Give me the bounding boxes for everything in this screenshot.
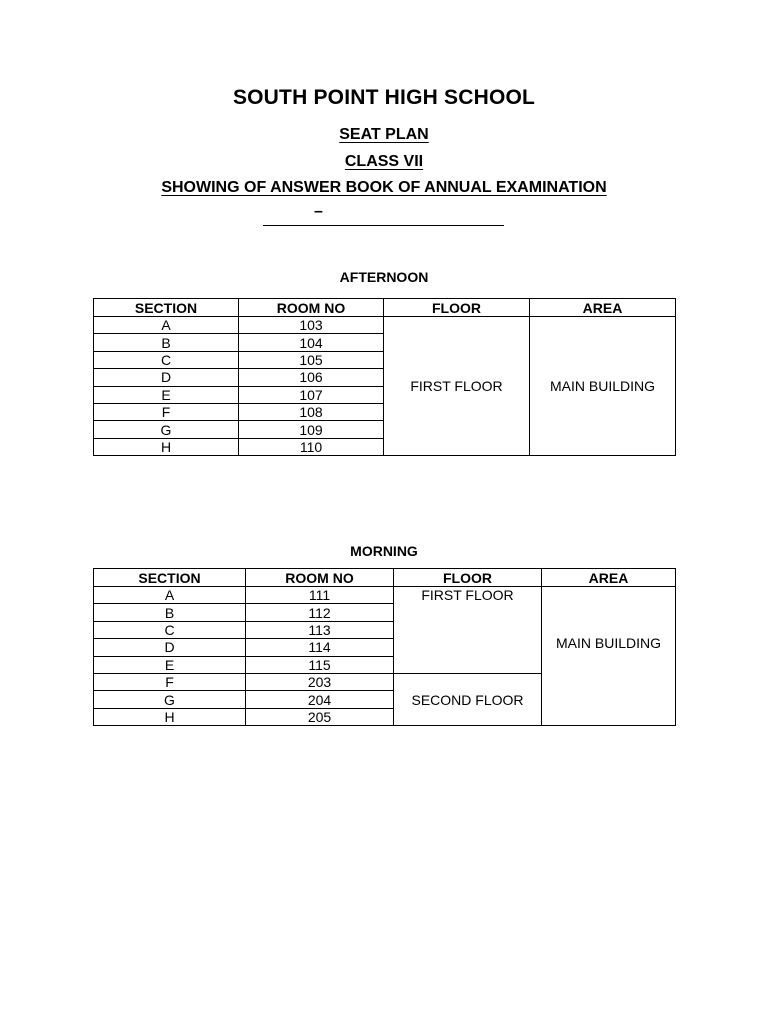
room-cell: 103 (239, 317, 384, 334)
afternoon-table (93, 298, 676, 456)
seat-plan-text: SEAT PLAN (339, 126, 429, 143)
room-cell: 104 (239, 334, 384, 351)
room-cell: 110 (239, 438, 384, 455)
section-cell: H (94, 438, 239, 455)
section-header: SECTION (94, 569, 246, 587)
floor-cell-second: SECOND FLOOR (394, 673, 542, 725)
afternoon-label: AFTERNOON (339, 269, 429, 285)
floor-header: FLOOR (394, 569, 542, 587)
room-cell: 105 (239, 351, 384, 368)
area-cell: MAIN BUILDING (542, 587, 676, 726)
section-cell: G (94, 421, 239, 438)
room-cell: 115 (246, 656, 394, 673)
area-header: AREA (530, 299, 676, 317)
section-cell: A (94, 317, 239, 334)
room-cell: 205 (246, 708, 394, 725)
area-cell: MAIN BUILDING (530, 317, 676, 456)
room-cell: 108 (239, 403, 384, 420)
section-cell: D (94, 639, 246, 656)
section-cell: C (94, 351, 239, 368)
section-cell: C (94, 621, 246, 638)
floor-cell: FIRST FLOOR (384, 317, 530, 456)
date-blank-line (263, 225, 504, 226)
section-cell: F (94, 673, 246, 690)
section-cell: E (94, 386, 239, 403)
room-cell: 204 (246, 691, 394, 708)
room-cell: 109 (239, 421, 384, 438)
section-cell: B (94, 604, 246, 621)
section-cell: H (94, 708, 246, 725)
section-cell: A (94, 587, 246, 604)
class-heading (0, 153, 768, 171)
floor-header: FLOOR (384, 299, 530, 317)
morning-table (93, 568, 676, 726)
room-cell: 111 (246, 587, 394, 604)
table-row (94, 317, 676, 334)
room-cell: 203 (246, 673, 394, 690)
room-cell: 112 (246, 604, 394, 621)
morning-label: MORNING (350, 543, 418, 559)
seat-plan-heading (0, 126, 768, 144)
table-row (94, 587, 676, 604)
date-dash: – (314, 203, 323, 220)
area-header: AREA (542, 569, 676, 587)
room-cell: 107 (239, 386, 384, 403)
section-cell: F (94, 403, 239, 420)
section-cell: E (94, 656, 246, 673)
room-no-header: ROOM NO (239, 299, 384, 317)
room-no-header: ROOM NO (246, 569, 394, 587)
exam-title-text: SHOWING OF ANSWER BOOK OF ANNUAL EXAMINATION (161, 179, 607, 196)
class-text: CLASS VII (344, 153, 424, 170)
room-cell: 114 (246, 639, 394, 656)
section-header: SECTION (94, 299, 239, 317)
section-cell: B (94, 334, 239, 351)
room-cell: 106 (239, 369, 384, 386)
section-cell: D (94, 369, 239, 386)
table-header-row (94, 299, 676, 317)
exam-title-heading (0, 179, 768, 197)
room-cell: 113 (246, 621, 394, 638)
section-cell: G (94, 691, 246, 708)
floor-cell-first: FIRST FLOOR (394, 587, 542, 674)
school-title: SOUTH POINT HIGH SCHOOL (232, 86, 536, 109)
table-header-row (94, 569, 676, 587)
